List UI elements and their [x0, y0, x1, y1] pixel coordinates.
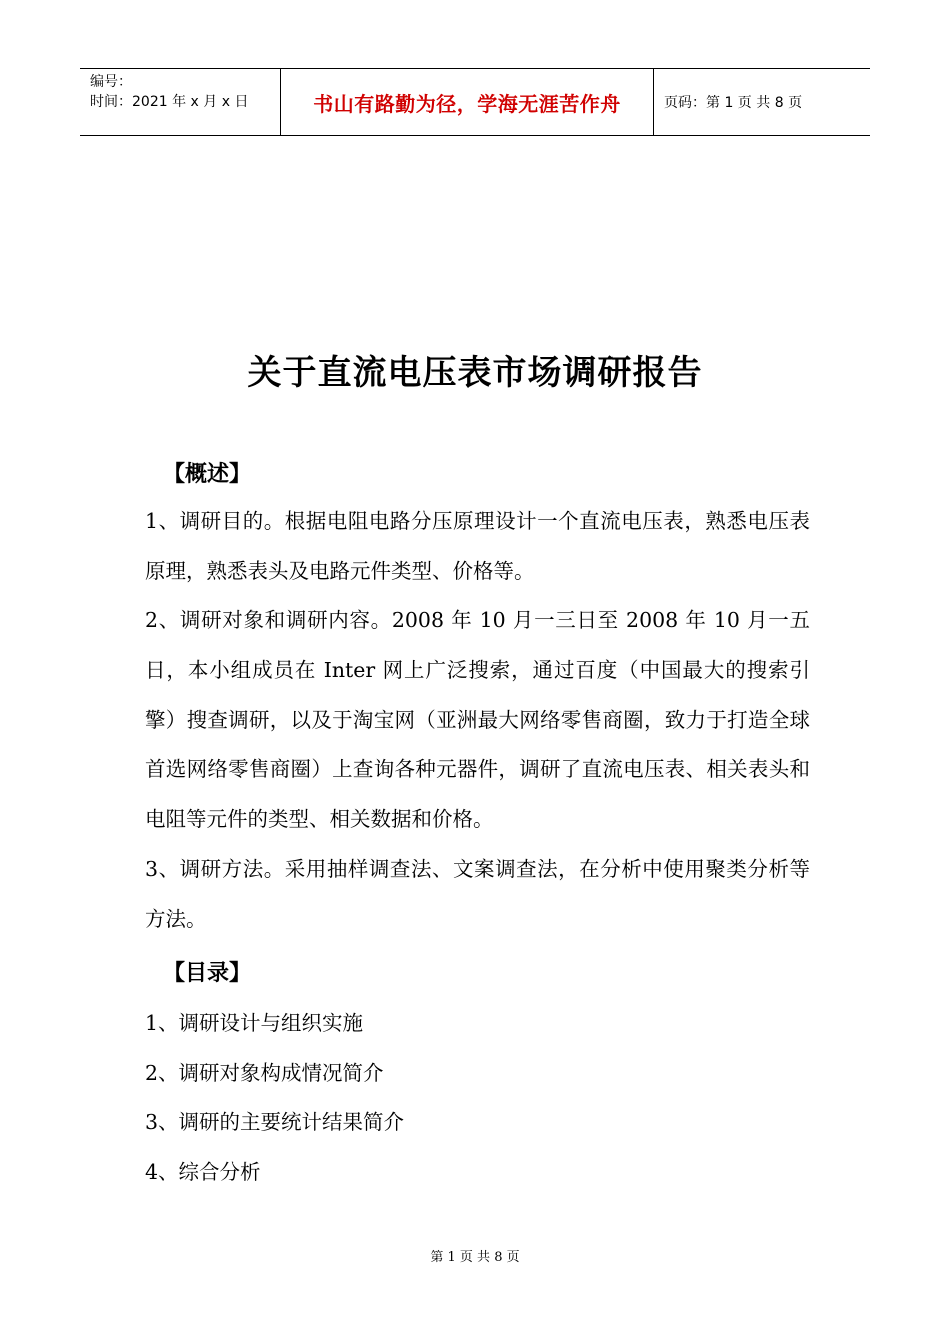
number-label: 编号： [90, 74, 132, 90]
header-meta [80, 69, 281, 135]
toc-heading: 【目录】 [163, 961, 252, 986]
toc-item-1: 1、调研设计与组织实施 [145, 1011, 364, 1035]
overview-heading: 【概述】 [163, 462, 252, 487]
header-page-info [654, 69, 870, 135]
time-label: 时间：2021 年 x 月 x 日 [90, 94, 249, 110]
header-motto-cell [281, 69, 654, 135]
page-footer: 第 1 页 共 8 页 [430, 1250, 520, 1265]
page-info: 页码：第 1 页 共 8 页 [664, 95, 803, 111]
overview-paragraph-2: 2、调研对象和调研内容。2008 年 10 月一三日至 2008 年 10 月一五日，本小组成员在 Inter 网上广泛搜索，通过百度（中国最大的搜索引擎）搜查调研，以及于淘宝网（亚洲最大网络零售商圈，致力于打造全球首选网络零售商圈）上查询各种元器件，调研了直流电压表、相关表头和电阻等元件的类型、相关数据和价格。 [145, 608, 810, 832]
motto: 书山有路勤为径，学海无涯苦作舟 [313, 91, 621, 116]
toc-item-3: 3、调研的主要统计结果简介 [145, 1110, 405, 1134]
header-table [80, 68, 870, 136]
toc-item-2: 2、调研对象构成情况简介 [145, 1061, 384, 1085]
document-title: 关于直流电压表市场调研报告 [247, 353, 703, 393]
overview-paragraph-3: 3、调研方法。采用抽样调查法、文案调查法，在分析中使用聚类分析等方法。 [145, 857, 810, 931]
overview-paragraph-1: 1、调研目的。根据电阻电路分压原理设计一个直流电压表，熟悉电压表原理，熟悉表头及电路元件类型、价格等。 [145, 509, 810, 583]
toc-item-4: 4、综合分析 [145, 1160, 261, 1184]
